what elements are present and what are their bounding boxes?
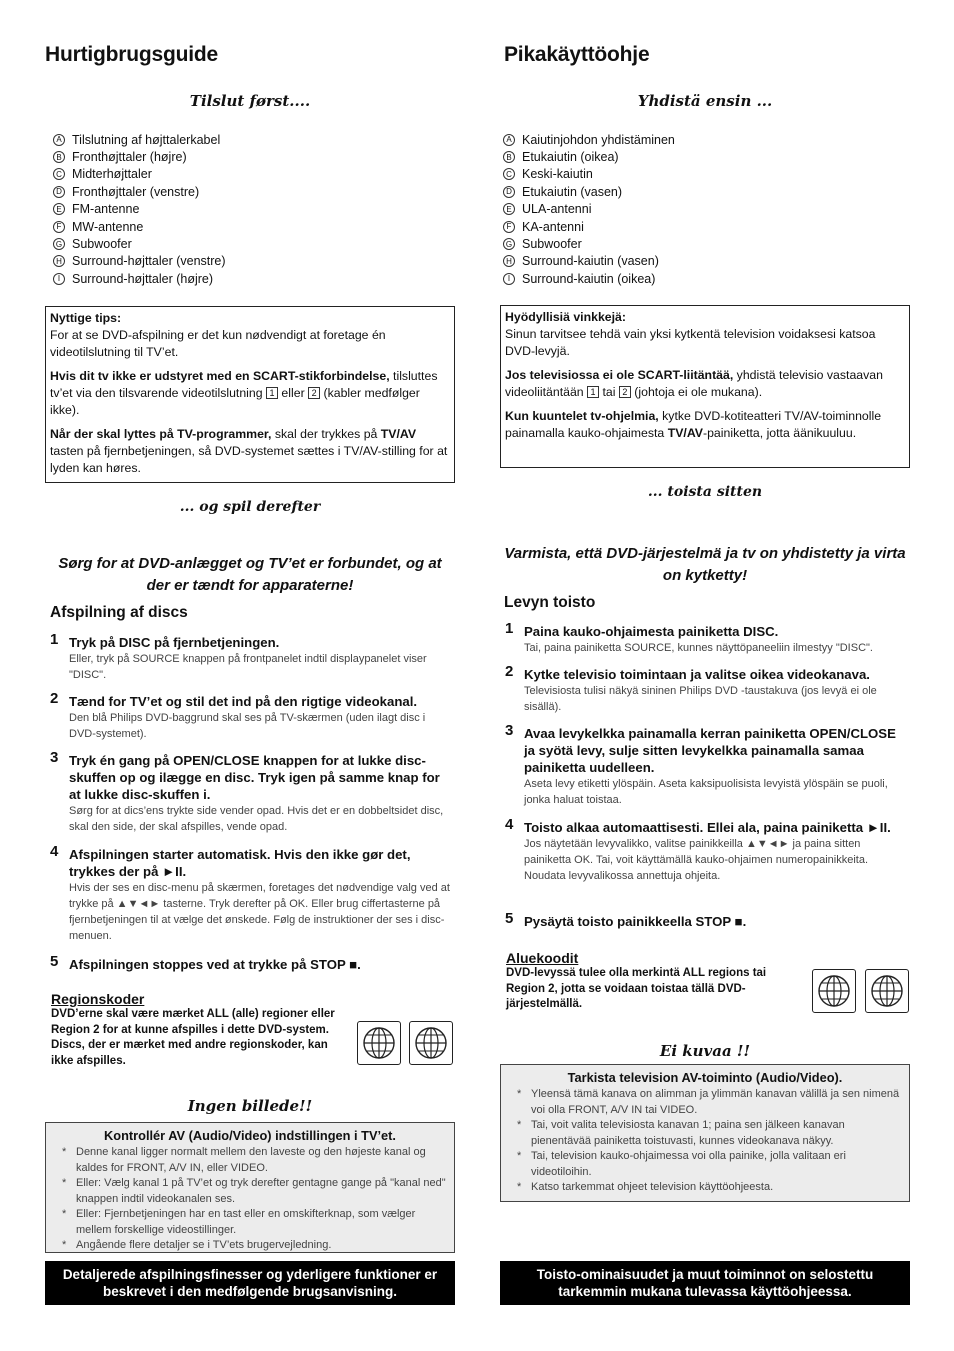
page-title: Hurtigbrugsguide [45,43,218,66]
step-5: 5 Pysäytä toisto painikkeella STOP ■. [505,910,747,929]
bullet-icon: * [62,1177,67,1189]
bullet-icon: * [517,1088,522,1100]
dvd-region-globe-icon [812,969,856,1013]
list-item: * Katso tarkemmat ohjeet television käyttöohjeesta. [507,1180,903,1196]
tips-title: Nyttige tips: [50,311,122,325]
connection-list [45,131,455,288]
connector-2-icon: 2 [308,387,320,399]
list-item: C Keski-kaiutin [495,166,905,183]
no-image-heading: Ei kuvaa !! [659,1042,751,1060]
list-item: H Surround-højttaler (venstre) [45,253,455,270]
av-check-title: Kontrollér AV (Audio/Video) indstillingen i TV’et. [104,1128,396,1143]
step-4: 4 Toisto alkaa automaattisesti. Ellei ala, paina painiketta ►II. Jos näytetään levyvalikko, valitse painikkeilla ▲▼◄► ja paina sitten painiketta OK. Tai, voit käyttämällä kauko-ohjaimen numeropainikkeita. Noudata levyvalikossa annettuja ohjeita. [505,816,891,882]
page-title: Pikakäyttöohje [504,43,650,66]
list-item: * Tai, television kauko-ohjaimessa voi olla painike, jolla valitaan eri videotiloihin. [517,1150,846,1178]
step-4: 4 Afspilningen starter automatisk. Hvis den ikke gør det, trykkes der på ►II. Hvis der ses en disc-menu på skærmen, foretages det nødvendige valg ved at trykke på ▲▼◄► tasterne. Tryk derefter på OK. Eller brug ciffertasterne på fjernbetjeningen til at vælge det ønskede. Følg de instruktioner der ses i disc-menuen. [50,843,450,942]
list-item: I Surround-kaiutin (oikea) [495,270,905,287]
letter-badge-icon: B [53,151,65,163]
av-check-box [500,1064,910,1202]
list-item: C Midterhøjttaler [45,166,455,183]
letter-badge-icon: D [503,186,515,198]
step-1: 1 Tryk på DISC på fjernbetjeningen. Eller, tryk på SOURCE knappen på frontpanelet indtil displaypanelet viser "DISC". [50,631,427,681]
list-item: * Denne kanal ligger normalt mellem den laveste og den højeste kanal og kaldes for FRONT, A/V IN, eller VIDEO. [62,1146,426,1174]
list-item: B Fronthøjttaler (højre) [45,148,455,165]
bullet-icon: * [62,1146,67,1158]
list-item: A Tilslutning af højttalerkabel [45,131,455,148]
list-item: F KA-antenni [495,218,905,235]
letter-badge-icon: A [53,134,65,146]
step-2: 2 Kytke televisio toimintaan ja valitse oikea videokanava. Televisiosta tulisi näkyä sininen Philips DVD -taustakuva (jos levyä ei ole sisällä). [505,663,877,713]
tips-box: Hyödyllisiä vinkkejä: Sinun tarvitsee tehdä vain yksi kytkentä television voidaksesi katsoa DVD-levyjä. Jos televisiossa ei ole SCART-liitäntää, yhdistä televisio vastaavan videoliitäntään 1 tai 2 (johtoja ei ole mukana). Kun kuuntelet tv-ohjelmia, kytke DVD-kotiteatteri TV/AV-toiminnolle painamalla kauko-ohjaimesta TV/AV-painiketta, jotta äänikuuluu. [500,305,910,468]
list-item: H Surround-kaiutin (vasen) [495,253,905,270]
list-item: I Surround-højttaler (højre) [45,270,455,287]
connect-heading: Tilslut først.... [189,92,311,110]
step-1: 1 Paina kauko-ohjaimesta painiketta DISC. Tai, paina painiketta SOURCE, kunnes näyttöpaneeliin ilmestyy "DISC". [505,620,873,654]
connector-2-icon: 2 [619,386,631,398]
list-item: A Kaiutinjohdon yhdistäminen [495,131,905,148]
step-5: 5 Afspilningen stoppes ved at trykke på STOP ■. [50,953,361,972]
region-body: DVD-levyssä tulee olla merkintä ALL regions tai Region 2, jotta se voidaan toistaa tällä DVD-järjestelmällä. [506,967,767,1010]
letter-badge-icon: I [53,273,65,285]
list-item: D Fronthøjttaler (venstre) [45,183,455,200]
intro-text: Varmista, että DVD-järjestelmä ja tv on yhdistetty ja virta on kytketty! [504,545,906,584]
letter-badge-icon: G [53,238,65,250]
list-item: B Etukaiutin (oikea) [495,148,905,165]
list-item: G Subwoofer [495,235,905,252]
letter-badge-icon: D [53,186,65,198]
bullet-icon: * [62,1208,67,1220]
letter-badge-icon: E [53,203,65,215]
letter-badge-icon: H [53,255,65,267]
connector-1-icon: 1 [587,386,599,398]
play-heading: ... og spil derefter [179,499,321,515]
list-item: F MW-antenne [45,218,455,235]
letter-badge-icon: F [503,221,515,233]
list-item: E FM-antenne [45,201,455,218]
list-item: * Angående flere detaljer se i TV’ets brugervejledning. [52,1238,448,1254]
bullet-icon: * [517,1181,522,1193]
tips-title: Hyödyllisiä vinkkejä: [505,310,626,324]
footer-note: Detaljerede afspilningsfinesser og yderligere funktioner er beskrevet i den medfølgende brugsanvisning. [45,1261,455,1305]
list-item: * Eller: Fjernbetjeningen har en tast eller en omskifterknap, som vælger mellem forskellige videostillinger. [62,1208,416,1236]
letter-badge-icon: G [503,238,515,250]
list-item: D Etukaiutin (vasen) [495,183,905,200]
dvd-region-globe-icon [865,969,909,1013]
letter-badge-icon: F [53,221,65,233]
bullet-icon: * [517,1119,522,1131]
step-2: 2 Tænd for TV’et og stil det ind på den rigtige videokanal. Den blå Philips DVD-baggrund skal ses på TV-skærmen (uden ilagt disc i DVD-systemet). [50,690,426,740]
section-title: Levyn toisto [504,594,596,611]
section-title: Afspilning af discs [50,604,188,621]
dvd-region-globe-icon [357,1021,401,1065]
letter-badge-icon: C [53,168,65,180]
letter-badge-icon: C [503,168,515,180]
footer-note: Toisto-ominaisuudet ja muut toiminnot on selostettu tarkemmin mukana tulevassa käyttöohjeessa. [500,1261,910,1305]
step-3: 3 Avaa levykelkka painamalla kerran painiketta OPEN/CLOSE ja syötä levy, sulje sitten levykelkka painamalla samaa painiketta uudelleen. Aseta levy etiketti ylöspäin. Aseta kaksipuolisista levyistä ylöspäin se puoli, jonka haluat toistaa. [505,722,896,806]
list-item: * Tai, voit valita televisiosta kanavan 1; paina sen jälkeen kanavan pienentävää painiketta toistuvasti, kunnes videokanava näkyy. [517,1119,845,1147]
av-check-box [45,1122,455,1253]
list-item: * Eller: Vælg kanal 1 på TV’et og tryk derefter gentagne gange på "kanal ned" knappen indtil videokanalen ses. [62,1177,446,1205]
letter-badge-icon: I [503,273,515,285]
connection-list [495,131,905,288]
av-check-title: Tarkista television AV-toiminto (Audio/Video). [567,1070,843,1085]
region-body: DVD’erne skal være mærket ALL (alle) regioner eller Region 2 for at kunne afspilles i dette DVD-system. Discs, der er mærket med andre regionskoder, kan ikke afspilles. [51,1008,335,1067]
step-3: 3 Tryk én gang på OPEN/CLOSE knappen for at lukke disc-skuffen op og ilægge en disc. Tryk igen på samme knap for at lukke disc-skuffen i. Sørg for at dics’ens trykte side vender opad. Hvis det er en dobbeltsidet disc, skal den side, der skal afspilles, vende opad. [50,749,444,833]
connector-1-icon: 1 [266,387,278,399]
no-image-heading: Ingen billede!! [187,1097,313,1115]
letter-badge-icon: B [503,151,515,163]
bullet-icon: * [62,1239,67,1251]
play-heading: ... toista sitten [647,484,763,500]
letter-badge-icon: H [503,255,515,267]
region-title: Regionskoder [51,991,145,1007]
letter-badge-icon: A [503,134,515,146]
letter-badge-icon: E [503,203,515,215]
list-item: * Yleensä tämä kanava on alimman ja ylimmän kanavan välillä ja sen nimenä voi olla FRONT, A/V IN tai VIDEO. [517,1088,900,1116]
connect-heading: Yhdistä ensin ... [637,92,773,110]
list-item: G Subwoofer [45,235,455,252]
list-item: E ULA-antenni [495,201,905,218]
region-title: Aluekoodit [506,950,579,966]
tips-box: Nyttige tips: For at se DVD-afspilning er det kun nødvendigt at foretage én videotilslutning til TV’et. Hvis dit tv ikke er udstyret med en SCART-stikforbindelse, tilsluttes tv’et via den tilsvarende videotilslutning 1 eller 2 (kabler medfølger ikke). Når der skal lyttes på TV-programmer, skal der trykkes på TV/AV tasten på fjernbetjeningen, så DVD-systemet sættes i TV/AV-stilling for at lyden kan høres. [45,306,455,483]
intro-text: Sørg for at DVD-anlægget og TV’et er forbundet, og at der er tændt for apparaterne! [58,555,442,594]
bullet-icon: * [517,1150,522,1162]
dvd-region-globe-icon [409,1021,453,1065]
